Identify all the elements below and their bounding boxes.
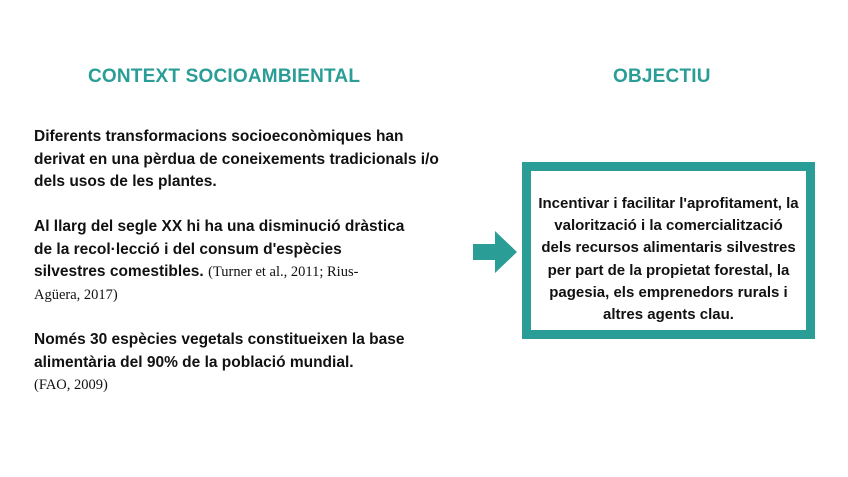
text-line: Al llarg del segle XX hi ha una disminució dràstica bbox=[34, 218, 405, 235]
text-line: derivat en una pèrdua de coneixements tradicionals i/o bbox=[34, 150, 439, 168]
text-line: Diferents transformacions socioeconòmiques han bbox=[34, 128, 404, 145]
context-heading: CONTEXT SOCIOAMBIENTAL bbox=[88, 66, 361, 87]
text-line: dels recursos alimentaris silvestres bbox=[541, 239, 796, 257]
paragraph-transformations bbox=[34, 126, 454, 194]
citation-continued: Agüera, 2017) bbox=[34, 286, 118, 303]
paragraph-species bbox=[34, 329, 454, 397]
text-line: dels usos de les plantes. bbox=[34, 173, 217, 190]
text-line: Incentivar i facilitar l'aprofitament, la bbox=[538, 195, 799, 212]
citation: (FAO, 2009) bbox=[34, 377, 108, 393]
right-arrow-icon bbox=[473, 231, 517, 273]
objective-heading: OBJECTIU bbox=[613, 66, 711, 87]
text-line: Només 30 espècies vegetals constitueixen la base bbox=[34, 331, 405, 348]
objective-text bbox=[531, 193, 806, 326]
paragraph-decline bbox=[34, 216, 454, 306]
text-line: per part de la propietat forestal, la bbox=[547, 261, 790, 279]
objective-box bbox=[522, 162, 815, 339]
text-fragment: silvestres comestibles. bbox=[34, 263, 204, 280]
text-line: pagesia, els emprenedors rurals i bbox=[549, 283, 788, 301]
text-line bbox=[34, 261, 454, 284]
text-line: de la recol·lecció i del consum d'espècies bbox=[34, 240, 342, 258]
text-line: alimentària del 90% de la població mundial. bbox=[34, 353, 354, 371]
text-line: altres agents clau. bbox=[603, 306, 734, 324]
text-line: valorització i la comercialització bbox=[554, 217, 783, 235]
citation: (Turner et al., 2011; Rius- bbox=[208, 264, 359, 280]
